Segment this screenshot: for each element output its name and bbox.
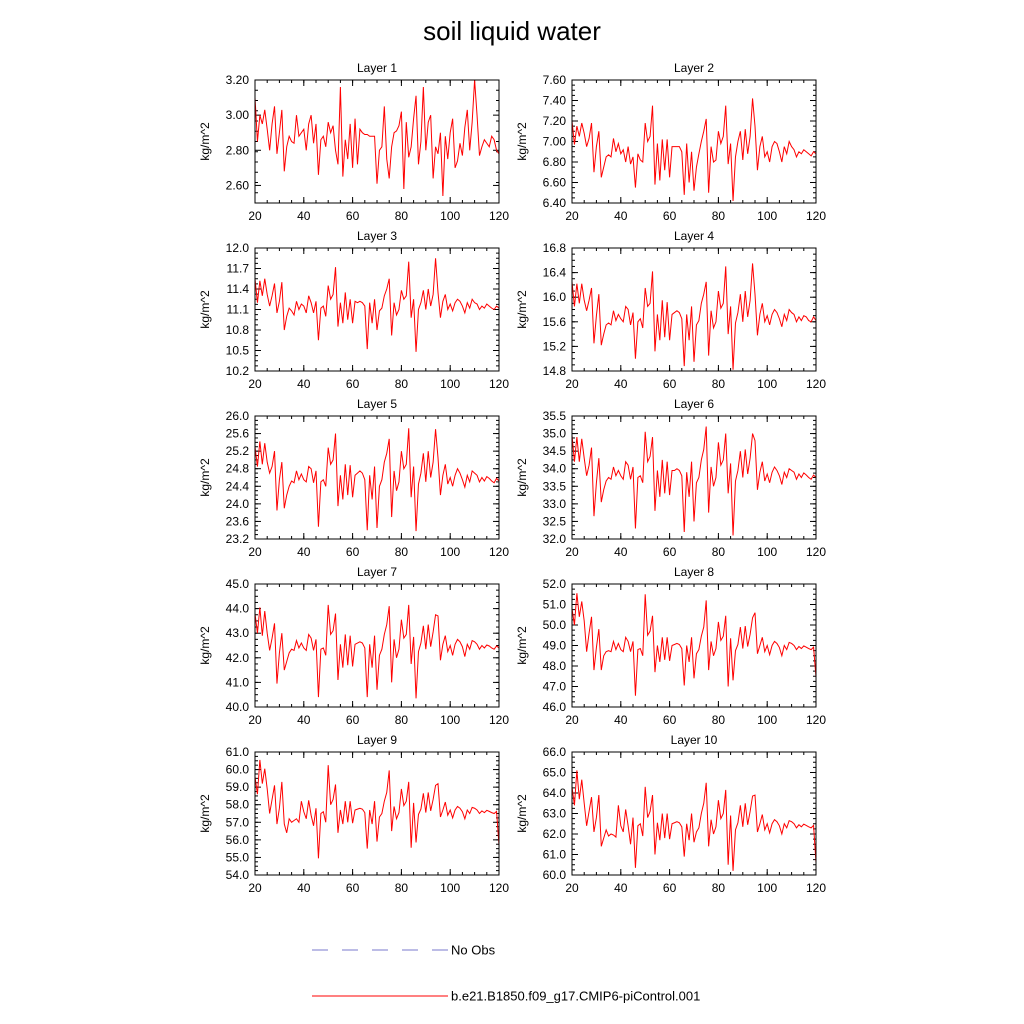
x-tick-label: 60 [662,377,677,391]
y-tick-label: 54.0 [225,868,249,882]
y-tick-label: 15.2 [542,339,566,354]
y-tick-label: 6.40 [542,196,566,210]
y-tick-label: 23.6 [225,514,249,529]
y-tick-label: 35.0 [542,426,566,441]
y-tick-label: 33.0 [542,496,566,511]
y-tick-label: 61.0 [225,745,249,759]
x-tick-label: 80 [711,881,726,895]
y-tick-label: 49.0 [542,638,566,653]
x-tick-label: 120 [805,545,827,559]
y-tick-label: 12.0 [225,241,249,255]
x-tick-label: 80 [394,713,409,727]
y-tick-label: 10.5 [225,343,249,358]
y-tick-label: 15.6 [542,314,566,329]
y-axis-label: kg/m^2 [198,626,212,665]
y-tick-label: 16.0 [542,290,566,305]
y-axis-label: kg/m^2 [515,290,529,329]
x-tick-label: 40 [614,881,628,895]
panel-title: Layer 10 [670,733,718,747]
x-tick-label: 20 [565,713,579,727]
x-tick-label: 100 [757,545,778,559]
y-tick-label: 7.20 [542,114,566,128]
y-tick-label: 63.0 [542,806,566,821]
y-tick-label: 58.0 [225,797,249,812]
legend-label: No Obs [451,942,496,958]
x-tick-label: 120 [488,545,510,559]
x-tick-label: 60 [662,881,677,895]
y-tick-label: 7.60 [542,73,566,87]
y-tick-label: 60.0 [225,762,249,777]
y-tick-label: 11.1 [226,302,249,317]
y-tick-label: 33.5 [542,479,566,494]
x-tick-label: 80 [394,881,409,895]
panel-title: Layer 7 [356,565,398,579]
x-tick-label: 60 [345,881,360,895]
x-tick-label: 60 [662,713,677,727]
panel-title: Layer 3 [356,229,398,243]
x-tick-label: 60 [345,545,360,559]
panel-title: Layer 4 [673,229,715,243]
y-tick-label: 42.0 [225,650,249,665]
x-tick-label: 20 [565,377,579,391]
x-tick-label: 120 [805,209,827,223]
y-tick-label: 6.80 [542,155,566,169]
y-axis-label: kg/m^2 [515,122,529,161]
x-tick-label: 20 [565,881,579,895]
y-tick-label: 41.0 [225,675,249,690]
y-tick-label: 44.0 [225,601,249,616]
x-tick-label: 120 [488,713,510,727]
y-axis-label: kg/m^2 [515,458,529,497]
x-tick-label: 100 [440,377,461,391]
x-tick-label: 100 [440,545,461,559]
y-tick-label: 34.0 [542,461,566,476]
x-tick-label: 60 [345,209,360,223]
y-tick-label: 61.0 [542,847,566,862]
y-tick-label: 34.5 [542,444,566,459]
panel-title: Layer 5 [356,397,398,411]
y-tick-label: 3.00 [225,108,249,123]
x-tick-label: 120 [805,713,827,727]
x-tick-label: 80 [394,377,409,391]
y-tick-label: 23.2 [225,532,249,546]
y-axis-label: kg/m^2 [198,794,212,833]
x-tick-label: 20 [248,881,262,895]
y-tick-label: 10.8 [225,323,249,337]
x-tick-label: 60 [662,545,677,559]
x-tick-label: 100 [757,377,778,391]
y-tick-label: 66.0 [542,745,566,759]
x-tick-label: 120 [805,377,827,391]
y-tick-label: 35.5 [542,409,566,423]
panel-title: Layer 8 [673,565,715,579]
x-tick-label: 40 [297,713,311,727]
y-tick-label: 24.8 [225,461,249,476]
y-tick-label: 16.8 [542,241,566,255]
y-tick-label: 24.4 [225,479,249,494]
y-tick-label: 60.0 [542,868,566,882]
y-tick-label: 10.2 [225,364,249,378]
x-tick-label: 20 [565,545,579,559]
y-tick-label: 55.0 [225,850,249,865]
x-tick-label: 60 [662,209,677,223]
y-tick-label: 6.60 [542,175,566,190]
x-tick-label: 40 [297,209,311,223]
x-tick-label: 20 [248,209,262,223]
x-tick-label: 100 [440,881,461,895]
y-axis-label: kg/m^2 [198,290,212,329]
y-tick-label: 50.0 [542,618,566,632]
y-tick-label: 45.0 [225,577,249,591]
y-tick-label: 46.0 [542,700,566,714]
x-tick-label: 100 [757,713,778,727]
legend-label: b.e21.B1850.f09_g17.CMIP6-piControl.001 [451,988,701,1004]
x-tick-label: 80 [394,209,409,223]
x-tick-label: 120 [488,881,510,895]
y-tick-label: 25.6 [225,426,249,441]
x-tick-label: 80 [394,545,409,559]
x-tick-label: 100 [440,209,461,223]
x-tick-label: 40 [614,377,628,391]
y-tick-label: 11.7 [226,261,249,276]
y-tick-label: 3.20 [225,73,249,87]
y-tick-label: 52.0 [542,577,566,591]
y-tick-label: 7.00 [542,134,566,149]
panel-title: Layer 9 [356,733,398,747]
y-tick-label: 40.0 [225,700,249,714]
y-tick-label: 14.8 [542,364,566,378]
x-tick-label: 120 [488,209,510,223]
y-tick-label: 64.0 [542,786,566,800]
x-tick-label: 100 [757,881,778,895]
y-tick-label: 11.4 [226,282,249,296]
y-tick-label: 7.40 [542,93,566,108]
y-tick-label: 2.60 [225,178,249,193]
x-tick-label: 80 [711,377,726,391]
y-tick-label: 32.5 [542,514,566,529]
x-tick-label: 40 [297,881,311,895]
figure-title: soil liquid water [423,16,601,46]
y-tick-label: 16.4 [542,265,566,280]
y-axis-label: kg/m^2 [515,626,529,665]
y-tick-label: 32.0 [542,532,566,546]
y-tick-label: 56.0 [225,832,249,847]
y-tick-label: 43.0 [225,626,249,641]
y-axis-label: kg/m^2 [198,122,212,161]
y-axis-label: kg/m^2 [198,458,212,497]
x-tick-label: 20 [565,209,579,223]
x-tick-label: 40 [614,713,628,727]
y-tick-label: 24.0 [225,496,249,511]
y-tick-label: 26.0 [225,409,249,423]
x-tick-label: 40 [297,377,311,391]
x-tick-label: 40 [297,545,311,559]
y-tick-label: 48.0 [542,659,566,673]
y-tick-label: 65.0 [542,765,566,780]
x-tick-label: 100 [440,713,461,727]
y-tick-label: 62.0 [542,827,566,841]
y-tick-label: 51.0 [542,597,566,612]
x-tick-label: 120 [805,881,827,895]
x-tick-label: 40 [614,545,628,559]
x-tick-label: 40 [614,209,628,223]
x-tick-label: 120 [488,377,510,391]
panel-title: Layer 6 [673,397,715,411]
x-tick-label: 20 [248,377,262,391]
x-tick-label: 60 [345,713,360,727]
x-tick-label: 80 [711,713,726,727]
x-tick-label: 20 [248,713,262,727]
x-tick-label: 60 [345,377,360,391]
y-tick-label: 47.0 [542,679,566,694]
y-tick-label: 59.0 [225,780,249,795]
x-tick-label: 80 [711,545,726,559]
y-tick-label: 25.2 [225,444,249,459]
x-tick-label: 20 [248,545,262,559]
panel-title: Layer 1 [356,61,398,75]
x-tick-label: 100 [757,209,778,223]
y-tick-label: 57.0 [225,815,249,830]
y-tick-label: 2.80 [225,143,249,158]
panel-title: Layer 2 [673,61,715,75]
x-tick-label: 80 [711,209,726,223]
y-axis-label: kg/m^2 [515,794,529,833]
